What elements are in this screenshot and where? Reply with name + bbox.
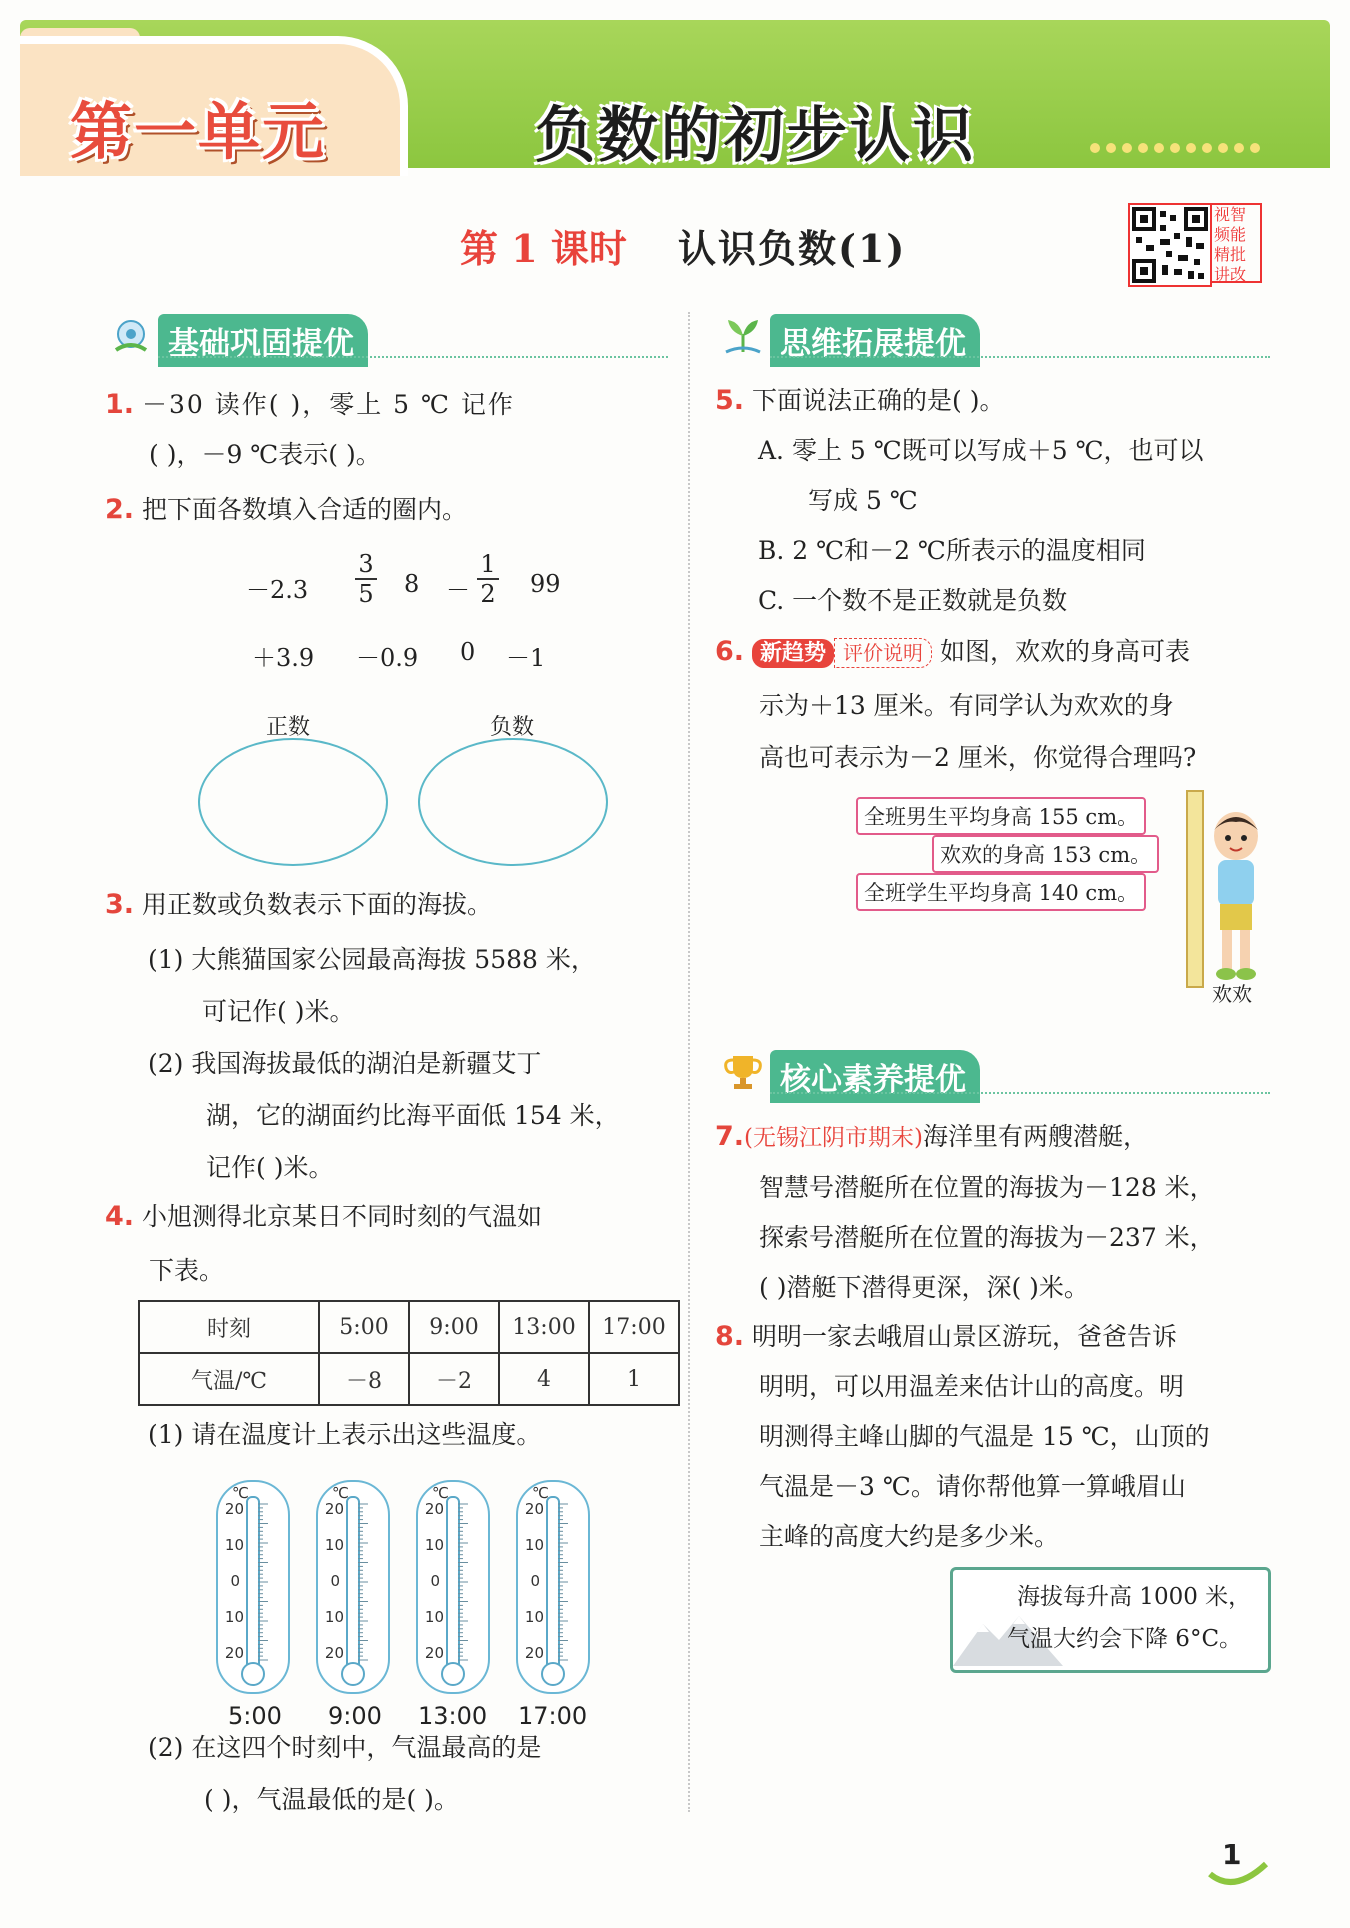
- thermometer-scale-label: 10: [324, 1536, 344, 1554]
- table-cell: 1: [589, 1353, 679, 1405]
- thermometer-scale-label: 20: [524, 1644, 544, 1662]
- negative-oval[interactable]: [418, 738, 608, 866]
- number-item: －2.3: [246, 576, 309, 604]
- question-5-options: A. 零上 5 ℃既可以写成＋5 ℃，也可以 写成 5 ℃ B. 2 ℃和－2 ℃所表示的温度相同 C. 一个数不是正数就是负数: [758, 436, 1204, 615]
- unit-title: 负数的初步认识: [535, 101, 976, 171]
- thermometer-scale-label: 10: [524, 1608, 544, 1626]
- trophy-icon: [720, 1048, 766, 1094]
- number-item: ＋3.9: [252, 644, 315, 672]
- page-number: 1: [1222, 1838, 1242, 1871]
- question-1: 1. －30 读作( )，零上 5 ℃ 记作 ( )，－9 ℃表示( )。: [105, 389, 515, 469]
- table-cell: 17:00: [589, 1301, 679, 1353]
- thermometer-time-label: 17:00: [518, 1702, 588, 1730]
- section-basic: 基础巩固提优: [158, 314, 368, 367]
- thermometer-time-label: 13:00: [418, 1702, 488, 1730]
- section-core: 核心素养提优: [770, 1050, 980, 1103]
- column-divider: [688, 312, 690, 1812]
- table-cell: 5:00: [319, 1301, 409, 1353]
- question-3: 3. 用正数或负数表示下面的海拔。: [105, 889, 493, 920]
- fraction-3-5: 3 5: [354, 550, 378, 608]
- thermometer-scale-label: 20: [424, 1644, 444, 1662]
- table-row: [139, 1301, 679, 1353]
- negative-label: 负数: [490, 715, 535, 740]
- callout-class-average: 全班学生平均身高 140 cm。: [856, 873, 1146, 911]
- child-name: 欢欢: [1212, 982, 1252, 1006]
- thermometer-scale-label: 0: [330, 1572, 340, 1590]
- thermometer-scale-label: 10: [224, 1536, 244, 1554]
- section-thinking: 思维拓展提优: [770, 314, 980, 367]
- thermometer[interactable]: [216, 1480, 290, 1694]
- thermometer[interactable]: [516, 1480, 590, 1694]
- table-row: [139, 1353, 679, 1405]
- source-tag: (无锡江阴市期末): [744, 1125, 923, 1151]
- table-cell: －2: [409, 1353, 499, 1405]
- thermometer-unit: ℃: [532, 1484, 549, 1502]
- thermometer-tube: [246, 1496, 260, 1670]
- evaluation-tag: 评价说明: [834, 638, 932, 668]
- thermometer-bulb: [441, 1662, 465, 1686]
- callout-huanhuan-height: 欢欢的身高 153 cm。: [932, 835, 1159, 873]
- question-7: 7.(无锡江阴市期末)海洋里有两艘潜艇， 智慧号潜艇所在位置的海拔为－128 米， 探索号潜艇所在位置的海拔为－237 米， ( )潜艇下潜得更深，深( )米。: [715, 1121, 1215, 1302]
- unit-label: 第一单元: [70, 95, 327, 168]
- section-basic-line: [158, 356, 668, 358]
- thermometer-time-label: 9:00: [328, 1702, 382, 1730]
- question-8: 8. 明明一家去峨眉山景区游玩，爸爸告诉 明明，可以用温差来估计山的高度。明 明测得主峰山脚的气温是 15 ℃，山顶的 气温是－3 ℃。请你帮他算一算峨眉山 主峰的高度大约是多少米。: [715, 1321, 1210, 1551]
- question-4-part-2: (2) 在这四个时刻中，气温最高的是 ( )，气温最低的是( )。: [148, 1733, 542, 1814]
- fraction-neg-1-2: 1 2: [476, 550, 500, 608]
- thermometer-unit: ℃: [332, 1484, 349, 1502]
- thermometer-scale-label: 20: [324, 1500, 344, 1518]
- qr-code-icon[interactable]: [1128, 203, 1212, 287]
- number-item: －0.9: [356, 644, 419, 672]
- thermometer-tube: [446, 1496, 460, 1670]
- section-thinking-line: [770, 356, 1270, 358]
- thermometer-scale-label: 10: [424, 1608, 444, 1626]
- positive-oval[interactable]: [198, 738, 388, 866]
- thermometer-scale-label: 20: [224, 1500, 244, 1518]
- lesson-number: 第 1 课时: [460, 226, 627, 271]
- thermometer-scale-label: 10: [524, 1536, 544, 1554]
- hint-box: [950, 1567, 1271, 1673]
- thermometer-scale-label: 10: [424, 1536, 444, 1554]
- thermometer-unit: ℃: [232, 1484, 249, 1502]
- hint-line-1: 海拔每升高 1000 米，: [1017, 1584, 1252, 1610]
- thermometer-time-label: 5:00: [228, 1702, 282, 1730]
- header-dots: [1090, 138, 1266, 157]
- thermometer-scale-label: 0: [430, 1572, 440, 1590]
- thermometer-scale-label: 20: [424, 1500, 444, 1518]
- table-cell: 4: [499, 1353, 589, 1405]
- thermometer-scale-label: 20: [224, 1644, 244, 1662]
- height-ruler: [1186, 790, 1204, 988]
- table-cell: －8: [319, 1353, 409, 1405]
- table-cell: 13:00: [499, 1301, 589, 1353]
- sprout-icon: [720, 312, 766, 358]
- option-c: C. 一个数不是正数就是负数: [758, 586, 1068, 615]
- positive-label: 正数: [266, 715, 311, 740]
- thermometer[interactable]: [316, 1480, 390, 1694]
- question-2: 2. 把下面各数填入合适的圈内。: [105, 494, 468, 525]
- question-6: 6. 新趋势 评价说明 如图，欢欢的身高可表 示为＋13 厘米。有同学认为欢欢的身 高也可表示为－2 厘米，你觉得合理吗?: [715, 636, 1197, 772]
- thermometer-scale-label: 20: [324, 1644, 344, 1662]
- boy-illustration: [1206, 808, 1266, 992]
- number-item: 8: [404, 570, 420, 598]
- question-4: 4. 小旭测得北京某日不同时刻的气温如 下表。: [105, 1201, 543, 1285]
- section-core-line: [770, 1092, 1270, 1094]
- question-number: 1.: [105, 389, 135, 420]
- table-header-time: 时刻: [139, 1301, 319, 1353]
- number-item: 99: [530, 570, 561, 598]
- thermometer-scale-label: 0: [530, 1572, 540, 1590]
- thermometer-tube: [546, 1496, 560, 1670]
- thermometer-bulb: [541, 1662, 565, 1686]
- qr-labels: 视智 频能 精批 讲改: [1212, 203, 1262, 283]
- table-cell: 9:00: [409, 1301, 499, 1353]
- thermometer-scale-label: 20: [524, 1500, 544, 1518]
- thermometer-bulb: [241, 1662, 265, 1686]
- question-5: 5. 下面说法正确的是( )。: [715, 385, 1005, 416]
- hint-line-2: 气温大约会下降 6°C。: [1007, 1626, 1243, 1652]
- option-b: B. 2 ℃和－2 ℃所表示的温度相同: [758, 536, 1146, 565]
- thermometer-tube: [346, 1496, 360, 1670]
- option-a: A. 零上 5 ℃既可以写成＋5 ℃，也可以: [758, 436, 1204, 465]
- thermometer-scale-label: 10: [324, 1608, 344, 1626]
- thermometer-scale-label: 0: [230, 1572, 240, 1590]
- number-item: 0: [460, 638, 476, 666]
- callout-boys-average: 全班男生平均身高 155 cm。: [856, 797, 1146, 835]
- new-trend-tag: 新趋势: [752, 639, 834, 668]
- thermometer-bulb: [341, 1662, 365, 1686]
- thermometer-scale-label: 10: [224, 1608, 244, 1626]
- question-3-parts: (1) 大熊猫国家公园最高海拔 5588 米， 可记作( )米。 (2) 我国海拔最低的湖泊是新疆艾丁 湖，它的湖面约比海平面低 154 米， 记作( )米。: [148, 945, 620, 1182]
- question-4-part-1: (1) 请在温度计上表示出这些温度。: [148, 1420, 542, 1449]
- lesson-title: 认识负数(1): [678, 226, 907, 271]
- temperature-table: [138, 1300, 680, 1406]
- number-item: －1: [506, 644, 546, 672]
- table-header-temp: 气温/℃: [139, 1353, 319, 1405]
- gear-sprout-icon: [108, 312, 154, 358]
- thermometer-unit: ℃: [432, 1484, 449, 1502]
- thermometer[interactable]: [416, 1480, 490, 1694]
